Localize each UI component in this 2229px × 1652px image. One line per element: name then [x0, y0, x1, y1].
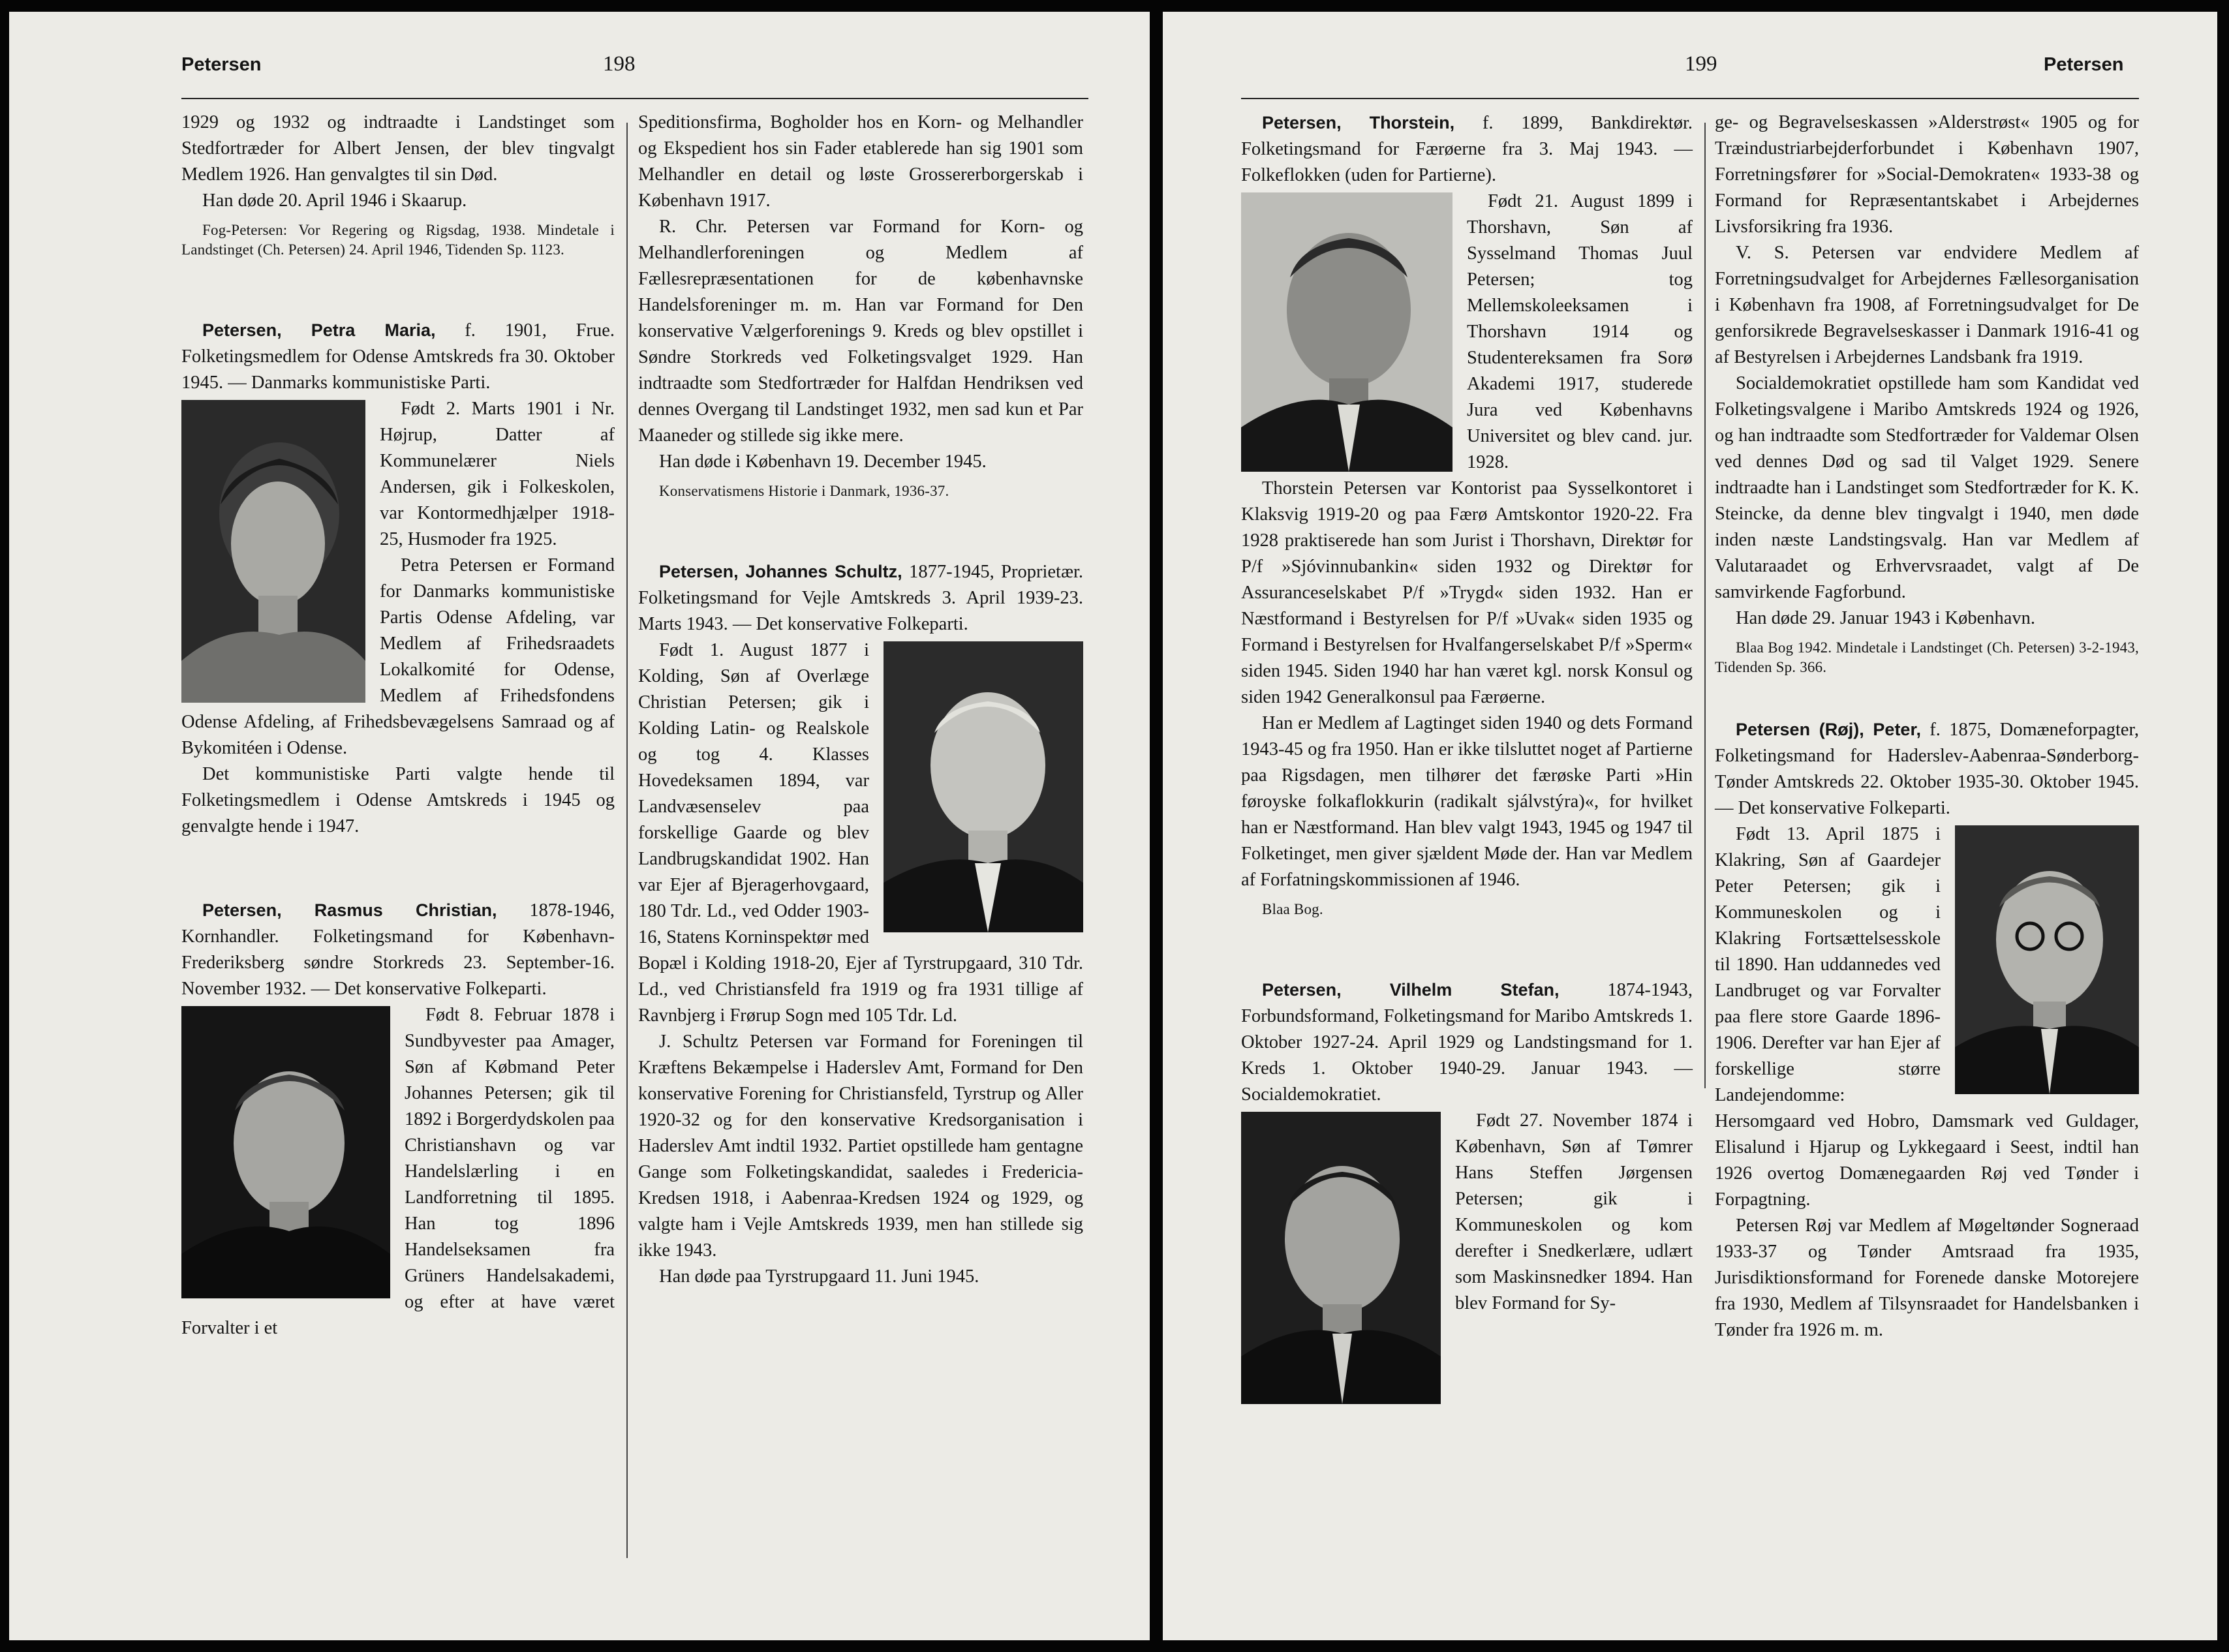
right-column-1 [1241, 110, 1693, 1408]
header-rule [181, 98, 1088, 99]
entry-name: Petersen (Røj), Peter, [1736, 720, 1921, 739]
entry-name: Petersen, Johannes Schultz, [659, 562, 902, 581]
paragraph: Petersen Røj var Medlem af Møgeltønder Sogneraad 1933-37 og Tønder Amtsraad fra 1935, Jurisdiktionsformand for Forenede danske Motorejere fra 1930, Medlem af Tilsynsraadet for Handelsbanken i Tønder fra 1926 m. m. [1715, 1216, 2139, 1340]
left-page [9, 12, 1150, 1640]
paragraph: Født 2. Marts 1901 i Nr. Højrup, Datter af Kommunelærer Niels Andersen, gik i Folkeskolen, var Kontormedhjælper 1918-25, Husmoder fra 1925. [380, 399, 615, 549]
paragraph: V. S. Petersen var endvidere Medlem af Forretningsudvalget for Arbejdernes Fællesorganisation i København fra 1908, af Forretningsudvalget for De genforsikrede Begravelseskasser i Danmark 1916-41 og af Bestyrelsen i Arbejdernes Landsbank fra 1919. [1715, 243, 2139, 367]
entry-heading-petra: Petersen, Petra Maria, f. 1901, Frue. Folketingsmedlem for Odense Amtskreds fra 30. Oktober 1945. — Danmarks kommunistiske Parti. [181, 320, 615, 393]
reference-note: Blaa Bog. [1262, 901, 1323, 917]
column-rule [626, 123, 628, 1558]
left-column-2 [638, 110, 1083, 1290]
header-rule [1241, 98, 2139, 99]
paragraph: Han døde 20. April 1946 i Skaarup. [202, 191, 467, 211]
reference-note: Blaa Bog 1942. Mindetale i Landstinget (Ch. Petersen) 3-2-1943, Tidenden Sp. 366. [1715, 639, 2139, 675]
paragraph: Socialdemokratiet opstillede ham som Kandidat ved Folketingsvalgene i Maribo Amtskreds 1924 og 1926, og han indtraadte som Stedfortræder for Valdemar Olsen ved dennes Død og sad til Valget 1929. Senere indtraadte han i Landstinget som Stedfortræder for K. K. Steincke, da denne blev tingvalgt i 1940, men døde inden næste Landstingsvalg. Han var Medlem af Valutaraadet og Erhvervsraadet, valgt af De samvirkende Fagforbund. [1715, 373, 2139, 602]
page-number: 198 [603, 52, 636, 76]
entry-name: Petersen, Vilhelm Stefan, [1262, 980, 1560, 1000]
reference-note: Konservatismens Historie i Danmark, 1936-37. [659, 483, 949, 499]
left-column-1 [181, 110, 615, 1341]
paragraph: Han døde paa Tyrstrupgaard 11. Juni 1945. [659, 1266, 979, 1287]
entry-name: Petersen, Rasmus Christian, [202, 900, 497, 920]
column-rule [1704, 123, 1706, 1088]
paragraph: R. Chr. Petersen var Formand for Korn- og Melhandlerforeningen og Medlem af Fællesrepræsentationen for de københavnske Handelsforeninger m. m. Han var Formand for Den konservative Vælgerforenings 9. Kreds og blev opstillet i Søndre Storkreds ved Folketingsvalget 1929. Han indtraadte som Stedfortræder for Halfdan Hendriksen ved dennes Overgang til Landstinget 1932, men sad kun et Par Maaneder og stillede sig ikke mere. [638, 217, 1083, 446]
paragraph: Han døde 29. Januar 1943 i København. [1736, 608, 2036, 628]
paragraph: Han døde i København 19. December 1945. [659, 451, 987, 472]
paragraph: Petra Petersen er Formand for Danmarks kommunistiske Partis Odense Afdeling, var Medlem af Frihedsraadets Lokalkomité for Odense, Medlem af Frihedsfondens Odense Afdeling, af Frihedsbevægelsens Samraad og af Bykomitéen i Odense. [181, 555, 615, 758]
paragraph: ge- og Begravelseskassen »Alderstrøst« 1905 og for Træindustriarbejderforbundet i København 1907, Forretningsfører for »Social-Demokraten« 1933-38 og Formand for Repræsentantskabet i Arbejdernes Livsforsikring fra 1936. [1715, 112, 2139, 237]
entry-heading-johannes: Petersen, Johannes Schultz, 1877-1945, Proprietær. Folketingsmand for Vejle Amtskreds 3. April 1939-23. Marts 1943. — Det konservative Folkeparti. [638, 562, 1083, 634]
paragraph: Født 21. August 1899 i Thorshavn, Søn af Sysselmand Thomas Juul Petersen; tog Mellemskoleeksamen i Thorshavn 1914 og Studentereksamen fra Sorø Akademi 1917, studerede Jura ved Københavns Universitet og blev cand. jur. 1928. [1467, 191, 1693, 472]
paragraph: Født 8. Februar 1878 i Sundbyvester paa Amager, Søn af Købmand Peter Johannes Petersen; gik til 1892 i Borgerdydskolen paa Christianshavn og var Handelslærling i en Landforretning til 1895. Han tog 1896 Handelseksamen fra Grüners Handelsakademi, og efter at have været Forvalter i et [181, 1005, 615, 1338]
paragraph: Han er Medlem af Lagtinget siden 1940 og dets Formand 1943-45 og fra 1950. Han er ikke tilsluttet noget af Partierne paa Rigsdagen, men tilhører det færøske Parti »Hin føroyske folkaflokkurin (radikalt sjálvstýra)«, for hvilket han er Næstformand. Han blev valgt 1943, 1945 og 1947 til Folketinget, men giver sjældent Møde der. Han var Medlem af Forfatningskommissionen af 1946. [1241, 713, 1693, 890]
entry-name: Petersen, Thorstein, [1262, 113, 1455, 132]
right-column-2 [1715, 110, 2139, 1343]
entry-heading-rasmus: Petersen, Rasmus Christian, 1878-1946, Kornhandler. Folketingsmand for København-Frederiksberg søndre Storkreds 23. September-16. November 1932. — Det konservative Folkeparti. [181, 900, 615, 999]
paragraph: J. Schultz Petersen var Formand for Foreningen til Kræftens Bekæmpelse i Haderslev Amt, Formand for Den konservative Forening for Christiansfeld, Tyrstrup og Aller 1920-32 og for den konservative Kredsorganisation i Haderslev Amt indtil 1932. Partiet opstillede ham gentagne Gange som Folketingskandidat, saaledes i Fredericia-Kredsen 1918, i Aabenraa-Kredsen 1924 og 1929, og valgte ham i Vejle Amtskreds 1939, men han stillede sig ikke 1943. [638, 1032, 1083, 1261]
entry-heading-peter: Petersen (Røj), Peter, f. 1875, Domæneforpagter, Folketingsmand for Haderslev-Aabenraa-Sønderborg-Tønder Amtskreds 22. Oktober 1935-30. Oktober 1945. — Det konservative Folkeparti. [1715, 720, 2139, 818]
portrait-petra-petersen [181, 400, 365, 703]
page-number: 199 [1685, 52, 1717, 76]
reference-note: Fog-Petersen: Vor Regering og Rigsdag, 1938. Mindetale i Landstinget (Ch. Petersen) 24. April 1946, Tidenden Sp. 1123. [181, 222, 615, 258]
entry-heading-thorstein: Petersen, Thorstein, f. 1899, Bankdirektør. Folketingsmand for Færøerne fra 3. Maj 1943. — Folkeflokken (uden for Partierne). [1241, 113, 1693, 185]
paragraph: Født 1. August 1877 i Kolding, Søn af Overlæge Christian Petersen; gik i Kolding Latin- og Realskole og tog 4. Klasses Hovedeksamen 1894, var Landvæsenselev paa forskellige Gaarde og blev Landbrugskandidat 1902. Han var Ejer af Bjeragerhovgaard, 180 Tdr. Ld., ved Odder 1903-16, Statens Korninspektør med Bopæl i Kolding 1918-20, Ejer af Tyrstrupgaard, 310 Tdr. Ld., ved Christiansfeld fra 1919 og fra 1931 tillige af Ravnbjerg i Frørup Sogn med 105 Tdr. Ld. [638, 640, 1083, 1026]
paragraph: Født 13. April 1875 i Klakring, Søn af Gaardejer Peter Petersen; gik i Kommuneskolen og i Klakring Fortsættelsesskole til 1890. Han uddannedes ved Landbruget og var Forvalter paa flere store Gaarde 1896-1906. Derefter var han Ejer af forskellige større Landejendomme: Hersomgaard ved Hobro, Damsmark ved Guldager, Elisalund i Hjarup og Lykkegaard i Seest, indtil han 1926 overtog Domænegaarden Røj ved Tønder i Forpagtning. [1715, 824, 2139, 1210]
entry-name: Petersen, Petra Maria, [202, 320, 436, 340]
portrait-vilhelm-stefan-petersen [1241, 1112, 1441, 1404]
paragraph: Det kommunistiske Parti valgte hende til Folketingsmedlem i Odense Amtskreds i 1945 og genvalgte hende i 1947. [181, 764, 615, 836]
portrait-rasmus-christian-petersen [181, 1006, 390, 1298]
right-page [1163, 12, 2217, 1640]
running-head-name: Petersen [181, 54, 262, 75]
portrait-peter-petersen-roj [1955, 825, 2139, 1094]
paragraph: Født 27. November 1874 i København, Søn af Tømrer Hans Steffen Jørgensen Petersen; gik i Kommuneskolen og kom derefter i Snedkerlære, udlært som Maskinsnedker 1894. Han blev Formand for Sy- [1455, 1110, 1693, 1313]
paragraph: 1929 og 1932 og indtraadte i Landstinget som Stedfortræder for Albert Jensen, der blev tingvalgt Medlem 1926. Han genvalgtes til sin Død. [181, 112, 615, 185]
paragraph: Thorstein Petersen var Kontorist paa Sysselkontoret i Klaksvig 1919-20 og paa Færø Amtskontor 1920-22. Fra 1928 praktiserede han som Jurist i Thorshavn, Direktør for P/f »Sjóvinnubankin« siden 1932 og Direktør for Assuranceselskabet P/f »Trygd« siden 1932. Han er Næstformand i Bestyrelsen for P/f »Uvak« siden 1935 og Formand i Bestyrelsen for Hvalfangerselskabet P/f »Sperm« siden 1945. Siden 1940 har han været kgl. norsk Konsul og siden 1942 Generalkonsul paa Færøerne. [1241, 478, 1693, 707]
portrait-thorstein-petersen [1241, 192, 1453, 472]
portrait-johannes-schultz-petersen [884, 641, 1083, 932]
entry-heading-vilhelm: Petersen, Vilhelm Stefan, 1874-1943, Forbundsformand, Folketingsmand for Maribo Amtskreds 1. Oktober 1927-24. April 1929 og Landstingsmand for 1. Kreds 1. Oktober 1940-29. Januar 1943. — Socialdemokratiet. [1241, 980, 1693, 1105]
paragraph: Speditionsfirma, Bogholder hos en Korn- og Melhandler og Ekspedient hos sin Fader etablerede han sig 1901 som Melhandler en detail og løste Grossererborgerskab i København 1917. [638, 112, 1083, 211]
running-head-name: Petersen [2044, 54, 2124, 75]
